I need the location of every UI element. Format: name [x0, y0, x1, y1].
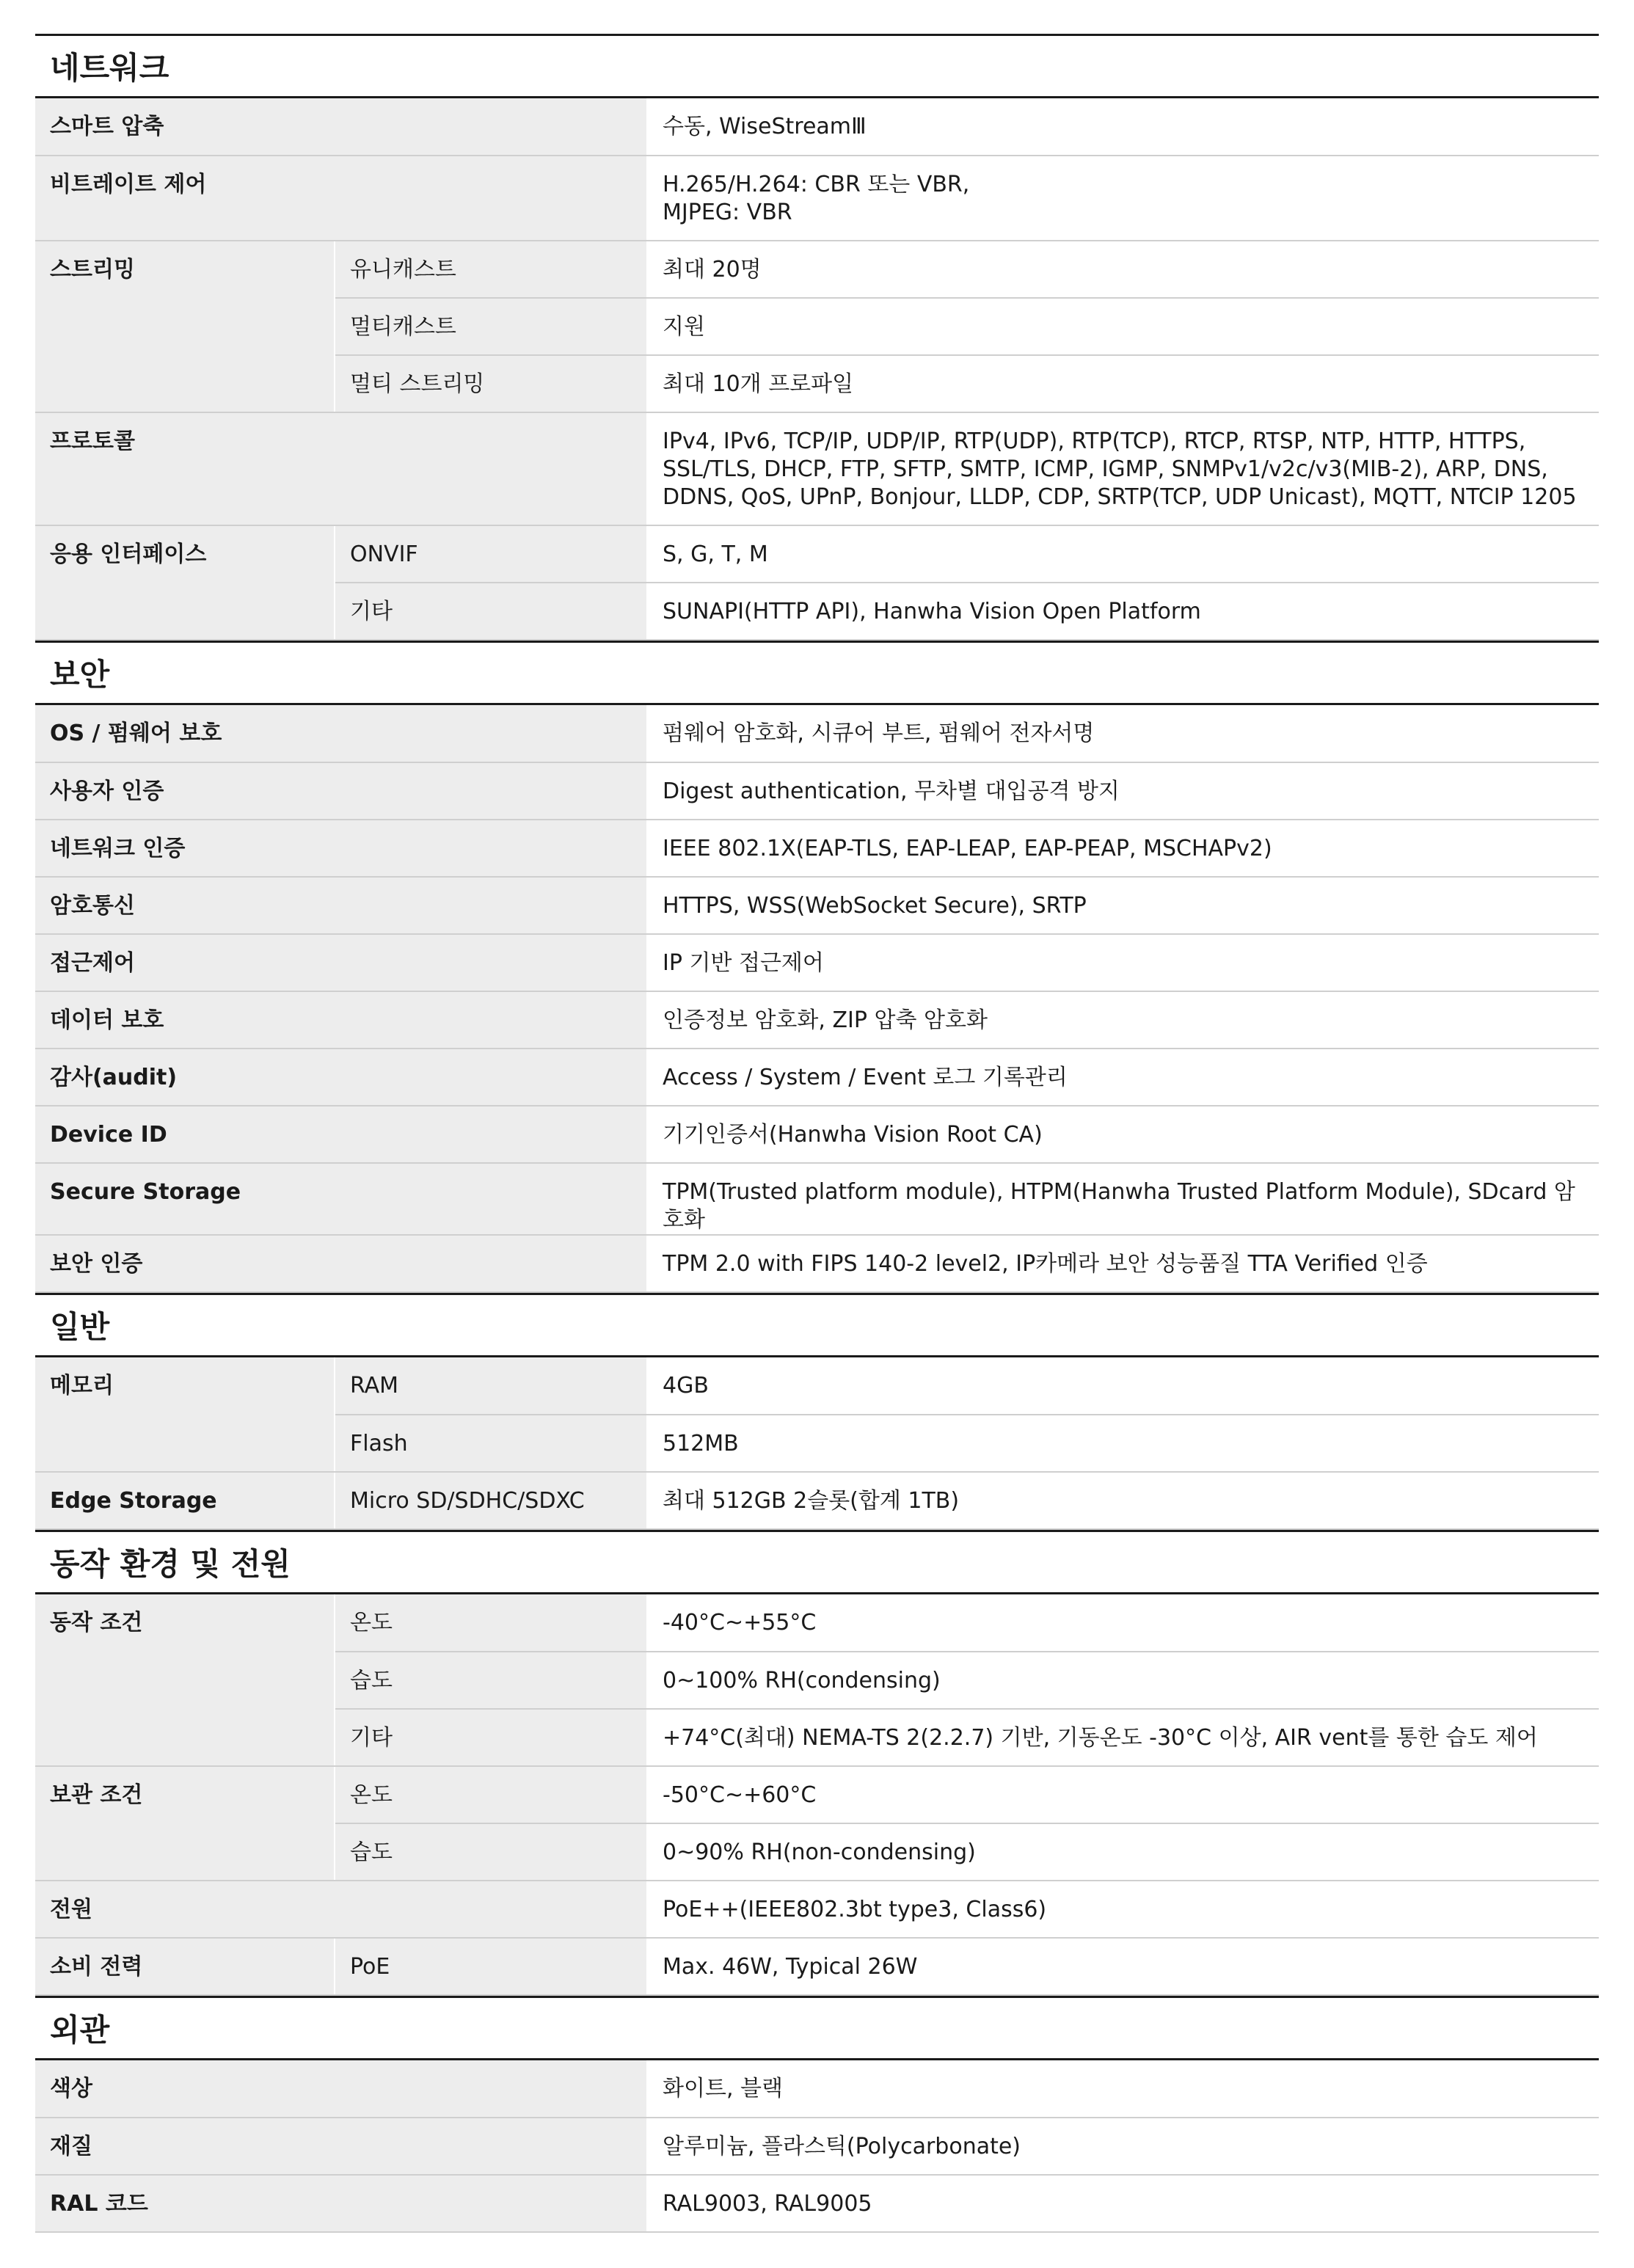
spec-value-line: SSL/TLS, DHCP, FTP, SFTP, SMTP, ICMP, IGMP, SNMPv1/v2c/v3(MIB-2), ARP, DNS,	[663, 456, 1548, 482]
spec-value: 0~100% RH(condensing)	[647, 1652, 1599, 1709]
spec-label: Device ID	[35, 1106, 647, 1163]
spec-value-line: 수동, WiseStreamⅢ	[663, 114, 867, 139]
spec-label: 메모리	[35, 1357, 335, 1472]
spec-value-line: HTTPS, WSS(WebSocket Secure), SRTP	[663, 893, 1087, 919]
spec-value: +74°C(최대) NEMA-TS 2(2.2.7) 기반, 기동온도 -30°C 이상, AIR vent를 통한 습도 제어	[647, 1709, 1599, 1766]
spec-row	[35, 1938, 1599, 1995]
section-title: 보안	[35, 641, 1599, 705]
spec-row	[35, 991, 1599, 1049]
spec-row	[35, 877, 1599, 934]
spec-row	[35, 1766, 1599, 1823]
spec-value-line: 인증정보 암호화, ZIP 압축 암호화	[663, 1007, 988, 1033]
spec-value	[647, 820, 1599, 877]
spec-sublabel: Micro SD/SDHC/SDXC	[335, 1472, 647, 1529]
spec-value-line: 화이트, 블랙	[663, 2076, 783, 2101]
spec-label: 스트리밍	[35, 241, 335, 412]
section-title: 외관	[35, 1996, 1599, 2060]
spec-row	[35, 1049, 1599, 1106]
spec-label: Edge Storage	[35, 1472, 335, 1529]
spec-value-line: MJPEG: VBR	[663, 200, 792, 225]
spec-label: Secure Storage	[35, 1163, 647, 1235]
spec-value-line: 펌웨어 암호화, 시큐어 부트, 펌웨어 전자서명	[663, 721, 1095, 746]
spec-sublabel: PoE	[335, 1938, 647, 1995]
spec-value	[647, 1106, 1599, 1163]
spec-row	[35, 412, 1599, 525]
spec-label: 스마트 압축	[35, 98, 647, 156]
spec-value-line: H.265/H.264: CBR 또는 VBR,	[663, 172, 970, 197]
spec-row	[35, 156, 1599, 241]
spec-sublabel: 습도	[335, 1652, 647, 1709]
spec-value: 512MB	[647, 1415, 1599, 1472]
spec-value-line: 기기인증서(Hanwha Vision Root CA)	[663, 1122, 1043, 1148]
spec-value-line: Digest authentication, 무차별 대입공격 방지	[663, 779, 1120, 804]
spec-value	[647, 1881, 1599, 1938]
spec-label: 비트레이트 제어	[35, 156, 647, 241]
spec-table	[35, 1357, 1599, 1530]
spec-value-line: IP 기반 접근제어	[663, 950, 824, 976]
spec-value: S, G, T, M	[647, 525, 1599, 583]
spec-sublabel: ONVIF	[335, 525, 647, 583]
spec-value	[647, 877, 1599, 934]
spec-sublabel: 온도	[335, 1766, 647, 1823]
spec-value: 4GB	[647, 1357, 1599, 1415]
spec-label: 보안 인증	[35, 1235, 647, 1292]
spec-value-line: TPM(Trusted platform module), HTPM(Hanwha Trusted Platform Module), SDcard 암호화	[663, 1179, 1575, 1233]
spec-value-line: 알루미늄, 플라스틱(Polycarbonate)	[663, 2134, 1021, 2159]
spec-row	[35, 1106, 1599, 1163]
spec-table	[35, 98, 1599, 641]
spec-label: 사용자 인증	[35, 762, 647, 820]
spec-sublabel: 습도	[335, 1823, 647, 1881]
spec-label: 접근제어	[35, 934, 647, 991]
spec-row	[35, 241, 1599, 298]
spec-label: 네트워크 인증	[35, 820, 647, 877]
spec-label: OS / 펌웨어 보호	[35, 705, 647, 762]
spec-sublabel: 유니캐스트	[335, 241, 647, 298]
spec-value: 0~90% RH(non-condensing)	[647, 1823, 1599, 1881]
spec-row	[35, 2060, 1599, 2118]
spec-value-line: PoE++(IEEE802.3bt type3, Class6)	[663, 1897, 1047, 1922]
spec-label: 데이터 보호	[35, 991, 647, 1049]
spec-sublabel: 멀티캐스트	[335, 298, 647, 355]
spec-row	[35, 762, 1599, 820]
spec-sublabel: 기타	[335, 1709, 647, 1766]
spec-value-line: TPM 2.0 with FIPS 140-2 level2, IP카메라 보안 성능품질 TTA Verified 인증	[663, 1251, 1428, 1277]
section-title: 네트워크	[35, 34, 1599, 98]
spec-value	[647, 1235, 1599, 1292]
spec-value	[647, 2060, 1599, 2118]
spec-sublabel: 기타	[335, 583, 647, 640]
spec-row	[35, 2118, 1599, 2175]
spec-table	[35, 705, 1599, 1293]
spec-label: 전원	[35, 1881, 647, 1938]
spec-value-line: RAL9003, RAL9005	[663, 2191, 872, 2217]
spec-value	[647, 1049, 1599, 1106]
spec-value	[647, 1163, 1599, 1235]
spec-value: -50°C~+60°C	[647, 1766, 1599, 1823]
spec-table	[35, 2060, 1599, 2233]
spec-value: Max. 46W, Typical 26W	[647, 1938, 1599, 1995]
spec-value	[647, 2118, 1599, 2175]
spec-table	[35, 1594, 1599, 1996]
spec-label: 재질	[35, 2118, 647, 2175]
spec-value	[647, 991, 1599, 1049]
spec-row	[35, 1357, 1599, 1415]
spec-row	[35, 525, 1599, 583]
spec-label: 소비 전력	[35, 1938, 335, 1995]
spec-row	[35, 1594, 1599, 1652]
spec-label: 동작 조건	[35, 1594, 335, 1766]
spec-label: 색상	[35, 2060, 647, 2118]
spec-value	[647, 2175, 1599, 2232]
spec-label: 암호통신	[35, 877, 647, 934]
spec-value	[647, 934, 1599, 991]
spec-label: 보관 조건	[35, 1766, 335, 1881]
spec-row	[35, 705, 1599, 762]
spec-value: 최대 10개 프로파일	[647, 355, 1599, 412]
spec-value: SUNAPI(HTTP API), Hanwha Vision Open Platform	[647, 583, 1599, 640]
spec-sublabel: 온도	[335, 1594, 647, 1652]
spec-value	[647, 98, 1599, 156]
spec-value	[647, 156, 1599, 241]
section-title: 동작 환경 및 전원	[35, 1530, 1599, 1594]
spec-sheet	[35, 34, 1599, 2233]
spec-value: -40°C~+55°C	[647, 1594, 1599, 1652]
spec-label: 프로토콜	[35, 412, 647, 525]
spec-value	[647, 705, 1599, 762]
spec-sublabel: 멀티 스트리밍	[335, 355, 647, 412]
spec-label: 응용 인터페이스	[35, 525, 335, 640]
spec-value	[647, 412, 1599, 525]
spec-label: 감사(audit)	[35, 1049, 647, 1106]
spec-row	[35, 1163, 1599, 1235]
spec-value: 최대 20명	[647, 241, 1599, 298]
spec-row	[35, 1881, 1599, 1938]
spec-sublabel: Flash	[335, 1415, 647, 1472]
spec-value-line: IPv4, IPv6, TCP/IP, UDP/IP, RTP(UDP), RTP(TCP), RTCP, RTSP, NTP, HTTP, HTTPS,	[663, 429, 1526, 454]
spec-row	[35, 820, 1599, 877]
spec-row	[35, 1472, 1599, 1529]
spec-row	[35, 934, 1599, 991]
spec-label: RAL 코드	[35, 2175, 647, 2232]
spec-row	[35, 1235, 1599, 1292]
spec-value: 최대 512GB 2슬롯(합계 1TB)	[647, 1472, 1599, 1529]
spec-value-line: Access / System / Event 로그 기록관리	[663, 1065, 1068, 1090]
spec-value: 지원	[647, 298, 1599, 355]
spec-value	[647, 762, 1599, 820]
spec-row	[35, 2175, 1599, 2232]
spec-sublabel: RAM	[335, 1357, 647, 1415]
spec-value-line: IEEE 802.1X(EAP-TLS, EAP-LEAP, EAP-PEAP, MSCHAPv2)	[663, 836, 1272, 861]
spec-value-line: DDNS, QoS, UPnP, Bonjour, LLDP, CDP, SRTP(TCP, UDP Unicast), MQTT, NTCIP 1205	[663, 484, 1577, 510]
spec-row	[35, 98, 1599, 156]
section-title: 일반	[35, 1293, 1599, 1357]
